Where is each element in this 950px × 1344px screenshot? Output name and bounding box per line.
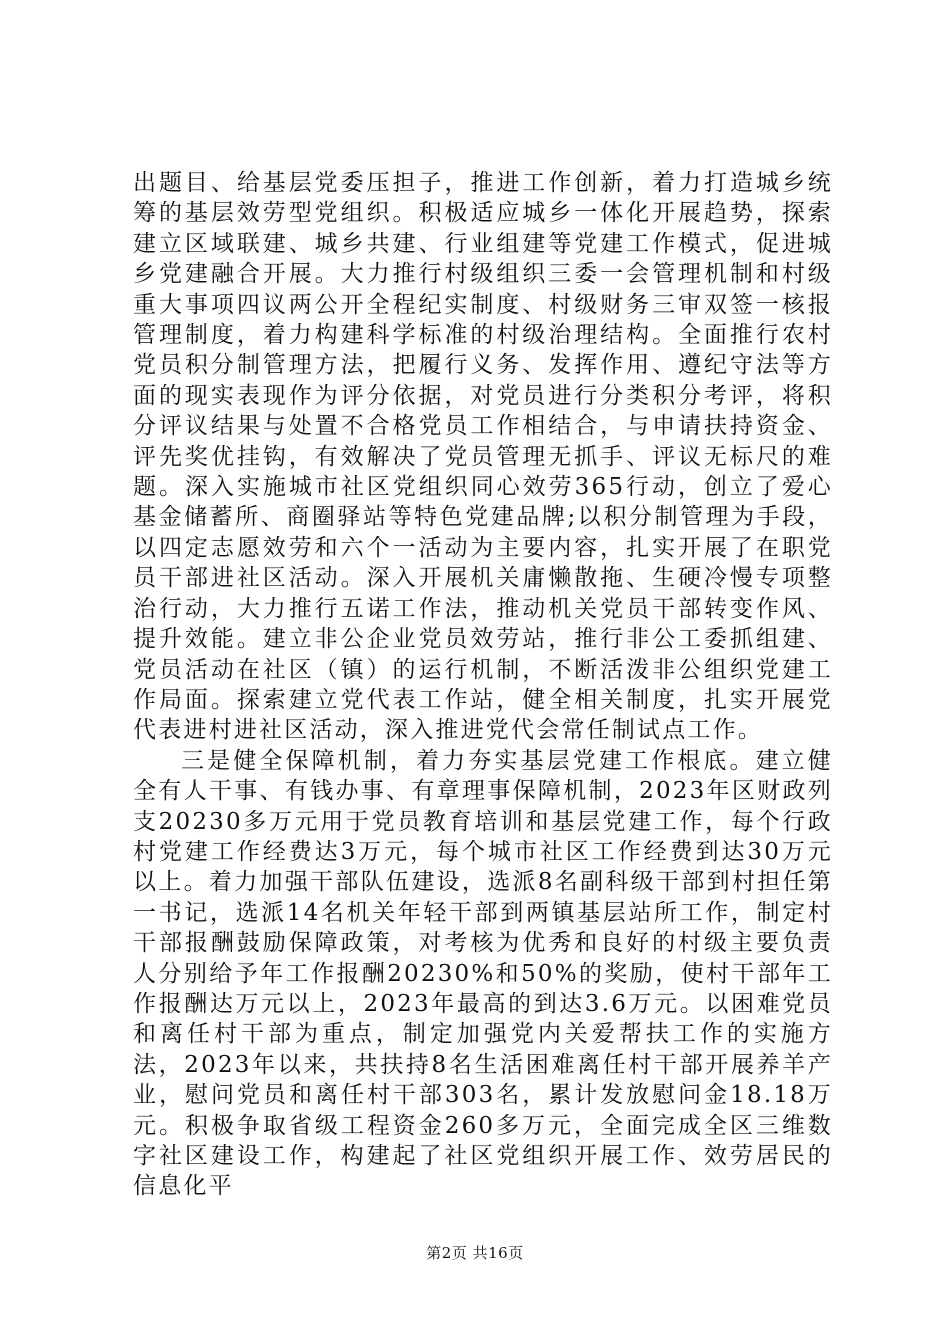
paragraph-2: 三是健全保障机制，着力夯实基层党建工作根底。建立健全有人干事、有钱办事、有章理事保障机制，2023年区财政列支20230多万元用于党员教育培训和基层党建工作，每个行政村党建工作经费达3万元，每个城市社区工作经费到达30万元以上。着力加强干部队伍建设，选派8名副科级干部到村担任第一书记，选派14名机关年轻干部到两镇基层站所工作，制定村干部报酬鼓励保障政策，对考核为优秀和良好的村级主要负责人分别给予年工作报酬20230%和50%的奖励，使村干部年工作报酬达万元以上，2023年最高的到达3.6万元。以困难党员和离任村干部为重点，制定加强党内关爱帮扶工作的实施方法，2023年以来，共扶持8名生活困难离任村干部开展养羊产业，慰问党员和离任村干部303名，累计发放慰问金18.18万元。积极争取省级工程资金260多万元，全面完成全区三维数字社区建设工作，构建起了社区党组织开展工作、效劳居民的信息化平 — [133, 747, 833, 1200]
page-number-footer: 第2页 共16页 — [426, 1244, 524, 1262]
paragraph-1: 出题目、给基层党委压担子，推进工作创新，着力打造城乡统筹的基层效劳型党组织。积极适应城乡一体化开展趋势，探索建立区域联建、城乡共建、行业组建等党建工作模式，促进城乡党建融合开展。大力推行村级组织三委一会管理机制和村级重大事项四议两公开全程纪实制度、村级财务三审双签一核报管理制度，着力构建科学标准的村级治理结构。全面推行农村党员积分制管理方法，把履行义务、发挥作用、遵纪守法等方面的现实表现作为评分依据，对党员进行分类积分考评，将积分评议结果与处置不合格党员工作相结合，与申请扶持资金、评先奖优挂钩，有效解决了党员管理无抓手、评议无标尺的难题。深入实施城市社区党组织同心效劳365行动，创立了爱心基金储蓄所、商圈驿站等特色党建品牌;以积分制管理为手段，以四定志愿效劳和六个一活动为主要内容，扎实开展了在职党员干部进社区活动。深入开展机关庸懒散拖、生硬冷慢专项整治行动，大力推行五诺工作法，推动机关党员干部转变作风、提升效能。建立非公企业党员效劳站，推行非公工委抓组建、党员活动在社区（镇）的运行机制，不断活泼非公组织党建工作局面。探索建立党代表工作站，健全相关制度，扎实开展党代表进村进社区活动，深入推进党代会常任制试点工作。 — [133, 170, 833, 744]
document-body — [133, 168, 833, 1202]
